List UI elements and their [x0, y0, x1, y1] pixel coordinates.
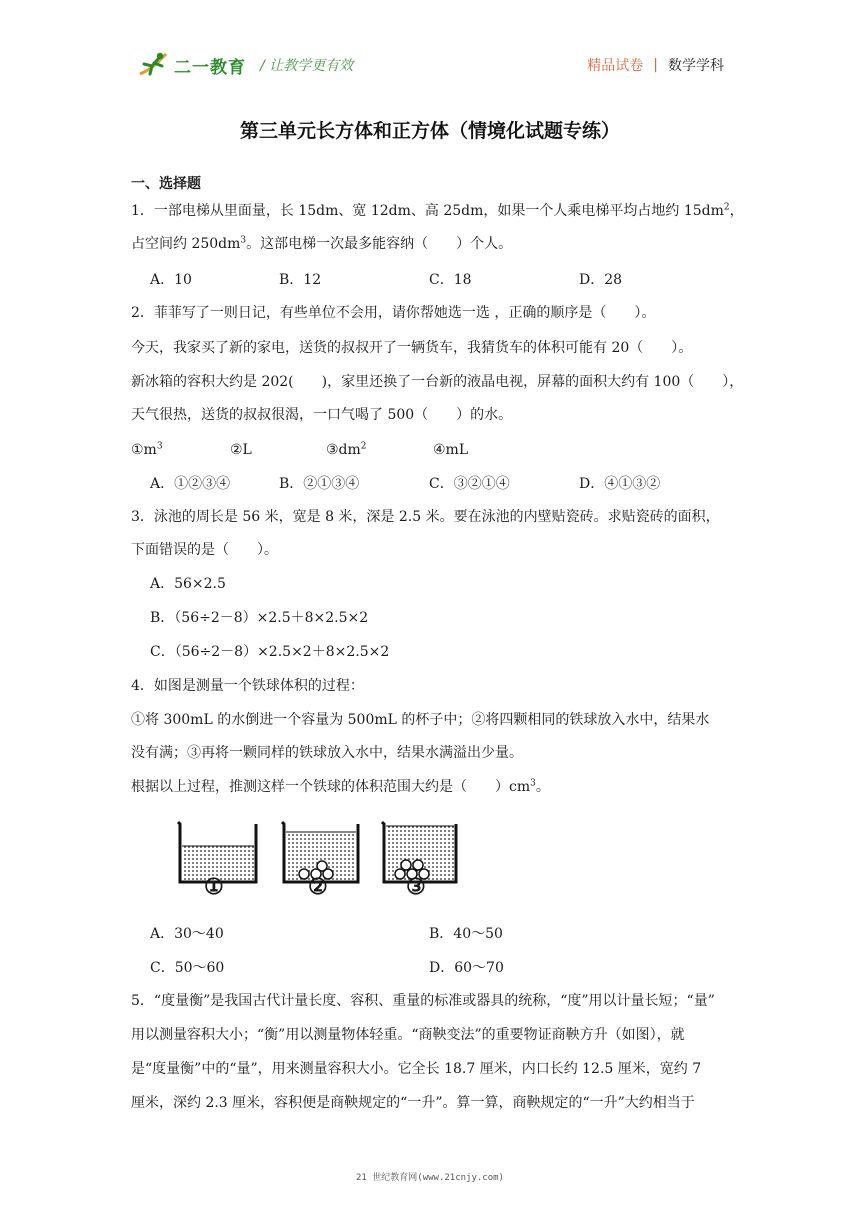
header-tags	[587, 55, 724, 75]
beaker-2	[282, 822, 358, 882]
q5-line4: 厘米，深约 2.3 厘米，容积便是商鞅规定的“一升”。算一算，商鞅规定的“一升”大约相当于	[131, 1095, 695, 1111]
q1-option-a: A．10	[150, 272, 192, 288]
q2-line3: 新冰箱的容积大约是 202( )，家里还换了一台新的液晶电视，屏幕的面积大约有 100（ ），	[131, 374, 744, 390]
slogan: / 让教学更有效	[260, 58, 354, 74]
header-tag-premium: 精品试卷	[587, 58, 644, 74]
q3-line1: 3．泳池的周长是 56 米，宽是 8 米，深是 2.5 米。要在泳池的内壁贴瓷砖。求贴瓷砖的面积，	[131, 509, 720, 525]
q1-line2: 占空间约 $250dm^3$。这部电梯一次最多能容纳（ ）个人。	[131, 235, 513, 252]
beaker-label-1: ①	[204, 874, 224, 900]
q4-line3: 没有满；③再将一颗同样的铁球放入水中，结果水满溢出少量。	[131, 745, 523, 761]
q1-option-b: B．12	[279, 272, 322, 288]
q2-option-c: C．③②①④	[429, 476, 510, 492]
q2-option-d: D．④①③②	[579, 476, 661, 492]
q2-unit-2: ②L	[230, 442, 252, 458]
runner-logo-icon	[136, 50, 172, 80]
q2-line4: 天气很热，送货的叔叔很渴，一口气喝了 500（ ）的水。	[131, 407, 513, 423]
section-title: 一、选择题	[131, 176, 201, 192]
q2-unit-4: ④mL	[433, 442, 469, 458]
logo-text: 二一教育	[174, 57, 246, 78]
q5-line1: 5．“度量衡”是我国古代计量长度、容积、重量的标准或器具的统称，“度”用以计量长短；“量”	[131, 993, 715, 1009]
q1-option-d: D．28	[579, 272, 623, 288]
q4-line1: 4．如图是测量一个铁球体积的过程：	[131, 678, 364, 694]
q3-line2: 下面错误的是（ ）。	[131, 542, 278, 558]
q5-line3: 是“度量衡”中的“量”，用来测量容积大小。它全长 18.7 厘米，内口长约 12.5 厘米，宽约 7	[131, 1061, 702, 1077]
q2-unit-1: $①m^3$	[131, 441, 163, 458]
q2-line1: 2．菲菲写了一则日记，有些单位不会用，请你帮她选一选 ，正确的顺序是（ ）。	[131, 305, 656, 321]
q3-option-b: B．（56÷2－8）×2.5＋8×2.5×2	[150, 610, 369, 626]
header-brand	[136, 48, 353, 82]
q4-line2: ①将 300mL 的水倒进一个容量为 500mL 的杯子中；②将四颗相同的铁球放入水中，结果水	[131, 712, 710, 728]
q4-option-a: A．30～40	[150, 926, 224, 942]
q2-line2: 今天，我家买了新的家电，送货的叔叔开了一辆货车，我猜货车的体积可能有 20（ ）。	[131, 340, 693, 356]
q5-line2: 用以测量容积大小；“衡”用以测量物体轻重。“商鞅变法”的重要物证商鞅方升（如图），就	[131, 1027, 685, 1043]
q1-line1: 1．一部电梯从里面量，长 15dm、宽 12dm、高 25dm，如果一个人乘电梯平均占地约 $15dm^2$，	[131, 202, 744, 219]
beaker-3	[382, 822, 456, 882]
page-title: 第三单元长方体和正方体（情境化试题专练）	[239, 120, 620, 142]
q2-option-a: A．①②③④	[150, 476, 231, 492]
header-tag-subject: 数学学科	[668, 58, 724, 74]
q2-unit-3: $③dm^2$	[326, 441, 367, 458]
q4-option-b: B．40～50	[429, 926, 503, 942]
q4-option-d: D．60～70	[429, 960, 504, 976]
q4-line4: 根据以上过程，推测这样一个铁球的体积范围大约是（ ）$cm^3$。	[131, 778, 550, 795]
page-footer: 21 世纪教育网(www.21cnjy.com)	[356, 1173, 504, 1183]
q1-option-c: C．18	[429, 272, 472, 288]
beaker-label-2: ②	[308, 874, 328, 900]
q3-option-a: A．56×2.5	[150, 576, 226, 592]
q4-option-c: C．50～60	[150, 960, 225, 976]
header-separator: |	[653, 57, 658, 73]
beaker-label-3: ③	[406, 874, 426, 900]
q2-option-b: B．②①③④	[279, 476, 360, 492]
beaker-1	[178, 822, 256, 882]
q3-option-c: C．（56÷2－8）×2.5×2＋8×2.5×2	[150, 644, 390, 660]
